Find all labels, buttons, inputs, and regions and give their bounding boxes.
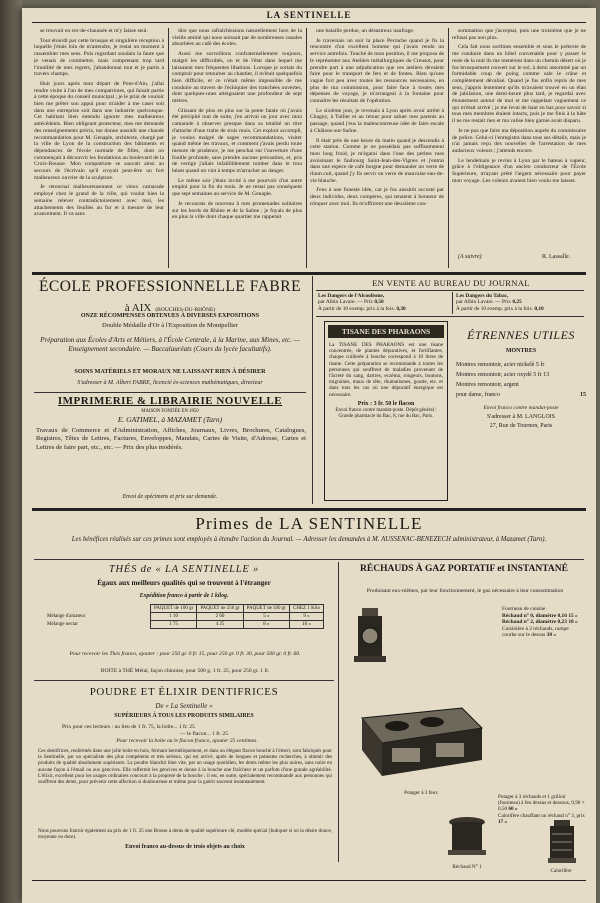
paragraph: Le même soir j'étais invité à me pourvoir d'un autre emploi pour la fin du mois. Je ne restai pas conséquent que sept semaines au service de M. Genaple. (172, 177, 302, 198)
column-divider (448, 28, 449, 268)
table-corner (44, 605, 151, 613)
rechaud-caption: Réchaud N° 1 (452, 864, 482, 870)
paragraph: Le sixième jour, je revenais à Lyon après avoir arrêté à Chagny, à Tullier et au retour pour saluer mes parents au passage, quand j'eus la malencontreuse idée de faire escale à Châlons-sur-Saône. (310, 107, 444, 134)
tisane-text: La TISANE DES PHARAONS est une tisane concentrée, de plantes dépuratives, et fortifiantes, chaque cuillerée à bouche correspond à 10 litres de tisane. Cette préparation se recommande à toutes les personnes qui souffrent de maladies provenant de l'âcreté du sang, dartres, eczéma, rougeurs, boutons, migraines, maux de tête, rhumatismes, goutte, etc. et dans tous les cas où une dépuratif énergique est nécessaire. (329, 342, 443, 398)
potager-caption: Potager à 3 feux (404, 790, 438, 796)
divider (316, 316, 584, 317)
school-city: à AIX (124, 302, 152, 314)
item-author: par Albin Lavare. — Prix (318, 299, 373, 306)
paragraph: sommation que j'acceptai, puis une troisième que je ne refusai pas non plus. (452, 28, 586, 41)
toothpaste-description: Ces dentifrices, renfermés dans une jolie boîte en bois, fermant hermétiquement, et dans un élégant flacon bouché à l'émeri, sont fabriqués pour la Sentinelle, par un spécialiste des plus compétents et très sérieux, qui est arrivé, après de longues et patientes recherches, à obtenir des produits de qualité absolument supérieure. La poudre blanchit bien vite, par un usage quotidien, les dents même les plus noires, sans nuire en aucune façon à l'émail ou aux gencives. Elle raffermit les gencives et donne à la bouche une fraîcheur et un parfum d'une grande agréabilité. L'élixir, excellent pour les usages ordinaires concourt à la propreté de la bouche ; il est, en outre, spécialement recommandé aux personnes qui souffrent des dents, pour prévenir cette affection si douloureuse et même pour la guérir souvent instantanément. (38, 748, 332, 786)
price-line: Prix pour ces lecteurs : au lieu de 1 fr. 75, la boîte... 1 fr. 25 (62, 724, 195, 730)
printer-description: Travaux de Commerce et d'Administration, Affiches, Journaux, Livres, Brochures, Catalogues, Registres, Têtes de Lettres, Factures, Enveloppes, Mandats, Cartes de Visite, d'Adresse, Cartes et Lettres de faire part, etc., etc. — Prix des plus modérés. (36, 427, 306, 451)
paragraph: Glissant de plus en plus sur la pente fatale où j'avais été précipité tout de suite, j'en arrivai un jour avec mon camarade à observer presque dans sa totalité un titre d'attache d'une traite de trois mois. Cet exploit accompli, je voulus malgré de sages recommandations, visiter quand même les travaux, et comment j'avais perdu toute mesure de prudence, je me penchai sur l'ouverture d'une fouille profonde, sans prendre aucune précaution, et, pris de vertige j'allais infailliblement tomber dans le trou béant quand on vint à temps m'arracher au danger. (172, 107, 302, 175)
price-line: Cuisinière à 2 réchauds, rampe courbe sur le dessus (502, 625, 569, 639)
item-price: 0,25 (512, 299, 522, 306)
paragraph: Il était près de une heure du matin quand je descendis à cette station. Comme je ne possédais pas suffisamment mon long froid, je m'égarai dans l'une des petites rues avoisinant le faubourg Saint-Jean-des-Vignes et j'entrai dans une espèce de café borgne pour demander un verre de rhum cuit, quand j'y fis servir un verre de mauvaise eau-de-vie blanche. (310, 137, 444, 184)
column-divider (168, 28, 169, 268)
rechaud-icon (442, 814, 492, 862)
column-header: PAQUET de 250 gr (197, 605, 243, 613)
article-column-1 (34, 28, 164, 268)
etrennes-contact: S'adresser à M. LANGLOIS (486, 414, 556, 420)
divider (34, 559, 584, 560)
price-line: Potager à 3 réchauds et 1 grilloir (fourneau) à feu dessus et dessous, 0,90 × 0,50 (498, 794, 585, 813)
etrennes-shipping: Envoi franco contre mandat-poste (483, 405, 559, 411)
price-line: Réchaud n° 2, diamètre 0,23 (502, 619, 567, 626)
paragraph: se trouvait en rez-de-chaussée et m'y laisse seul. (40, 28, 148, 34)
newspaper-page (22, 8, 596, 903)
calorifere-caption: Calorifère (550, 868, 572, 874)
item-bulk-price: 0,30 (396, 305, 406, 312)
to-be-continued: (A suivre) (458, 254, 482, 260)
stove-small-illustration (348, 606, 392, 678)
article-column-3 (310, 28, 444, 268)
primes-intro: Les bénéfices réalisés sur ces primes sont employés à étendre l'action du Journal. — Adresser les demandes à M. AUSSENAC-BENEZECH administrateur, à Mazamet (Tarn). (71, 536, 547, 543)
watch-item: pour dame, franco (456, 392, 500, 398)
price-line: Réchaud n° 0, diamètre 0,16 (502, 612, 567, 619)
price-line: Fourneau de cuisine (502, 606, 546, 612)
price-line: — le flacon... 1 fr. 25 (180, 731, 228, 737)
table-cell: 1 75 (151, 621, 197, 629)
paragraph: Le lendemain je revins à Lyon par le bateau à vapeur, grâce à l'obligeance d'un ancien conducteur de l'École Supérieure, m'ayant prêté l'argent nécessaire pour payer mon voyage. Les voleurs avaient bien voulu me laisser. (452, 157, 586, 184)
divider (34, 680, 334, 681)
paragraph: dire que nous rafraîchissions naturellement hors de la vieille amitié qui nous unissait par de nombreuses rasades absorbées au café des écoles. (172, 28, 302, 48)
watch-item: Montres remontoir, argent (456, 382, 519, 388)
potager-stove-icon (352, 688, 490, 784)
paragraph: Huit jours après mon départ de Pont-d'Ain, j'allai rendre visite à l'un de mes compatriotes, qui faisait partie à cette époque du conseil municipal ; je le priai de vouloir bien me prêter son appui pour m'aider à me caser soit dans une entreprise soit dans une industrie quelconque. Cet habitant bien entendu ignorer mes malheureux antécédents. Bien obligeant protecteur, mes me demande des renseignements précis, me donne aussitôt une chaude recommandation pour M. Genaple, architecte, chargé par la ville de Lyon de la construction des bâtiments et dépendances de l'école normale de filles, dont on commençait à découvrir les fondations au boulevard de la Croix-Rousse. Mon compatriote se sauvait ainsi au secours de l'écrivain qu'il croyait peut-être un fort malheureux ouvrier de la sculpture. (34, 80, 164, 181)
tisane-title: TISANE DES PHARAONS (328, 325, 444, 338)
bureau-title: EN VENTE AU BUREAU DU JOURNAL (372, 278, 530, 288)
row-label: Mélange d'amateur (47, 614, 86, 619)
price-value: 60 » (508, 806, 518, 813)
paragraph: Je ne pus que faire ma déposition auprès du commissaire de police. Celui-ci l'enregistra dans tous ses détails, mais je n'ai jamais reçu des nouvelles de l'arrestation de mes audacieux voleurs ; j'attends encore. (452, 127, 586, 154)
tea-title: THÉS de « LA SENTINELLE » (108, 564, 260, 575)
small-stove-icon (348, 606, 392, 678)
item-name: Les Dangers du Tabac, (456, 293, 509, 299)
footer-rule (32, 880, 586, 881)
printer-note: Envoi de spécimens et prix sur demande. (122, 494, 218, 500)
table-cell: 5 » (243, 613, 289, 621)
watch-item: Montres remontoir, acier oxydé 5 fr 13 (456, 372, 550, 378)
toothpaste-tagline: SUPÉRIEURS À TOUS LES PRODUITS SIMILAIRES (114, 713, 254, 719)
printer-title: IMPRIMERIE & LIBRAIRIE NOUVELLE (57, 395, 283, 407)
table-cell: 1 10 (151, 613, 197, 621)
column-divider (452, 292, 453, 314)
column-header: PAQUET de 500 gr (243, 605, 289, 613)
table-row (44, 613, 324, 621)
column-header: CHEZ 1 Kilo (289, 605, 323, 613)
tisane-shipping: Envoi franco contre mandat-poste. Dépôt général : Grande pharmacie du Bac, 8, rue du Bac, Paris. (335, 407, 437, 419)
primes-title: Primes de LA SENTINELLE (195, 514, 423, 533)
column-divider (338, 562, 339, 862)
school-care: SOINS MATÉRIELS ET MORAUX NE LAISSANT RIEN À DÉSIRER (74, 368, 266, 375)
column-divider (312, 276, 313, 504)
rechaud-illustration (442, 814, 492, 862)
tea-shipping: Expédition franco à partir de 1 kilog. (139, 593, 229, 599)
toothpaste-note: Nous pourrons fournir également au prix de 1 fr. 25 une Brosse à dents de qualité supérieure clé, modèle spécial (Indiquer si on la désire douce, moyenne ou dure). (38, 828, 332, 841)
stove-prices (502, 606, 582, 639)
row-label: Mélange nectar (47, 622, 78, 627)
column-header: PAQUET de 100 gr (151, 605, 197, 613)
author-signature: R. Lassalle. (542, 254, 571, 260)
watch-item: Montres remontoir, acier nickelé 5 fr (456, 362, 545, 368)
school-contact: S'adresser à M. Albert FABRE, licencié ès-sciences mathématiques, directeur (77, 380, 263, 386)
divider (34, 392, 306, 393)
price-value: 18 » (568, 619, 578, 626)
printer-since: MAISON FONDÉE EN 1850 (141, 409, 199, 414)
table-cell: 2 60 (197, 613, 243, 621)
price-value: 15 » (568, 612, 578, 619)
paragraph: Tout étourdi par cette brusque et singulière réception à laquelle j'étais loin de m'attendre, je restai un moment à rassembler mes sens. Puis regardant soudain la faute que je venais de commettre, mais comprenant trop tard l'inutilité de mes regrets, j'abandonnai tout et je partis à travers champs. (34, 37, 164, 78)
header-rule (32, 22, 586, 23)
table-cell: 8 » (243, 621, 289, 629)
tisane-ad (324, 321, 448, 501)
etrennes-address: 27, Rue de Tournon, Paris (489, 423, 553, 429)
school-title: ÉCOLE PROFESSIONNELLE FABRE (38, 278, 302, 295)
tea-note: Pour recevoir les Thés franco, ajouter : pour 250 gr. 0 fr. 15, pour 250 gr. 0 fr. 30, pour 500 gr. 0 fr. 60. (69, 651, 301, 657)
item-price: 0,50 (374, 299, 384, 306)
table-cell: 16 » (289, 621, 323, 629)
stove-subtitle: Produisant eux-mêmes, par leur fonctionnement, le gaz nécessaire à leur consommation (366, 588, 564, 594)
item-bulk: À partir de 10 exemp. prix à la fois. (318, 305, 395, 312)
etrennes-subtitle: MONTRES (505, 348, 537, 354)
paragraph: Aussi me surveillons confraternellement toujours, malgré les difficultés, on et de l'état dans lequel me laissaient mes fréquentes libations. Lorsque je sortais du comptoir pour retourner au chantier, il m'était quelquefois bien difficile, et ce n'était même impossible de me conduire au travers de l'échiquier des tranchées ouvertes, dont quelques-unes atteignaient une profondeur de sept mètres. (172, 51, 302, 105)
paragraph: Je traversais un soir la place Perrache quand je fis la rencontre d'un excellent homme qui j'avais rendu un service autrefois. Touché de mon position, il me proposa de le représenter aux Ateliers métallurgiques du Creusot, pour prendre part à une adjudication que ces ateliers devaient faire pour le transport de fers et de fontes. Rien qu'une vague fort peu avec toutes les ressources nécessaires, en plus de ma commission, pour faire face à toutes mes dépenses de voyage, je m'arrangeai à la fontaine pour connaître les résultats de l'opération. (310, 37, 444, 105)
toothpaste-title: POUDRE ET ÉLIXIR DENTIFRICES (89, 686, 279, 698)
tea-box: BOITE à THÉ Métal, façon chinoise, pour 500 g. 1 fr. 25, pour 250 gr. 1 fr. (100, 668, 270, 674)
tisane-price: Prix : 3 fr. 50 le flacon (357, 400, 415, 407)
price-note: Pour recevoir la boîte ou le flacon franco, ajouter 25 centimes. (116, 738, 258, 744)
price-line: Calorifère chauffant un réchaud n° 3, prix (498, 812, 585, 819)
school-medal: Double Médaille d'Or à l'Exposition de Montpellier (101, 322, 239, 329)
divider (316, 290, 584, 291)
paragraph: J'eus à une funeste idée, car je fus aussitôt accosté par deux individus, deux compères, qui tenaient à honneur de trinquer avec moi. Ils m'offrirent une deuxième con- (310, 187, 444, 207)
toothpaste-prices (62, 724, 312, 745)
printer-owner: E. GATIMEL, à MAZAMET (Tarn) (117, 415, 223, 424)
tea-subtitle: Égaux aux meilleurs qualités qui se trouvent à l'étranger (97, 579, 271, 587)
watch-price: 15 (580, 392, 586, 398)
section-rule (32, 508, 586, 511)
price-value: 17 » (498, 818, 508, 825)
item-author: par Albin Lavare. — Prix (456, 299, 511, 306)
price-value: 30 » (546, 632, 557, 639)
watch-list (456, 360, 586, 400)
toothpaste-brand: De « La Sentinelle » (155, 702, 213, 710)
paragraph: une bataille perdue, un désastreux naufrage. (316, 28, 415, 34)
bureau-item-tabac (456, 293, 586, 312)
toothpaste-shipping: Envoi franco au-dessus de trois objets au choix (125, 844, 245, 850)
paragraph: Cela fait nous sortîmes ensemble et sous le prétexte de me conduire dans un hôtel convenable pour y passer le reste de la nuit ils me menèrent dans un chemin désert où je fus brusquement couvert sur le sol, à demi assommé par un formidable coup de poing comme sale le crâne et complètement dévalisé. Quand je fus enfin repris de mes sens, j'appris lentement qu'ils m'avaient trouvé en un élan de jubilation, une demi-heure plus tard, je regardai avec étonnement autour de moi et me rappelant vaguement ce qui m'était arrivé ; je me levai de haut en bas pour savoir si tous mes membres étaient intacts, puis je me finis à la hâte il ne me restait rien et ma valise bien garnie avait disparu. (452, 44, 586, 125)
item-bulk: À partir de 10 exemp. prix à la fois. (456, 305, 533, 312)
potager-illustration (352, 688, 490, 784)
article-column-2 (172, 28, 302, 268)
table-cell: 4 25 (197, 621, 243, 629)
etrennes-title: ÉTRENNES UTILES (467, 328, 575, 342)
calorifere-icon (542, 820, 582, 866)
paragraph: Je retournai malheureusement ce vieux camarade employé chez le grand de la ville, qui voulut bien la semaine relever contradictoirement avec moi, les attachements des feuilles au fur et à mesure de leur avancement. Il va sans (34, 184, 164, 218)
school-city-sub: (BOUCHES-DU-RHÔNE) (155, 307, 216, 313)
item-name: Les Dangers de l'Alcoolisme, (318, 293, 385, 299)
column-divider (306, 28, 307, 268)
section-rule (32, 272, 586, 275)
binding-gutter (0, 0, 22, 903)
calorifere-illustration (542, 820, 582, 866)
table-row (44, 621, 324, 629)
newspaper-header: LA SENTINELLE (266, 10, 352, 20)
bureau-item-alcool (318, 293, 448, 312)
paragraph: Je recourais de nouveau à mes promenades solitaires sur les bords du Rhône et de la Saône ; je fuyais de plus en plus la ville dont chaque quartier me rappelait (172, 200, 302, 221)
tea-price-table (44, 604, 324, 629)
school-preparation: Préparation aux Écoles d'Arts et Métiers, à l'École Centrale, à la Marine, aux Mines, etc. — Enseignement secondaire. — Baccalauréats (Cours du lycée facultatifs). (40, 336, 300, 353)
article-column-4 (452, 28, 586, 250)
stove-title: RÉCHAUDS À GAZ PORTATIF et INSTANTANÉ (360, 564, 568, 574)
school-awards: ONZE RÉCOMPENSES OBTENUES À DIVERSES EXPOSITIONS (80, 313, 260, 319)
table-cell: 9 » (289, 613, 323, 621)
item-bulk-price: 0,10 (534, 305, 544, 312)
